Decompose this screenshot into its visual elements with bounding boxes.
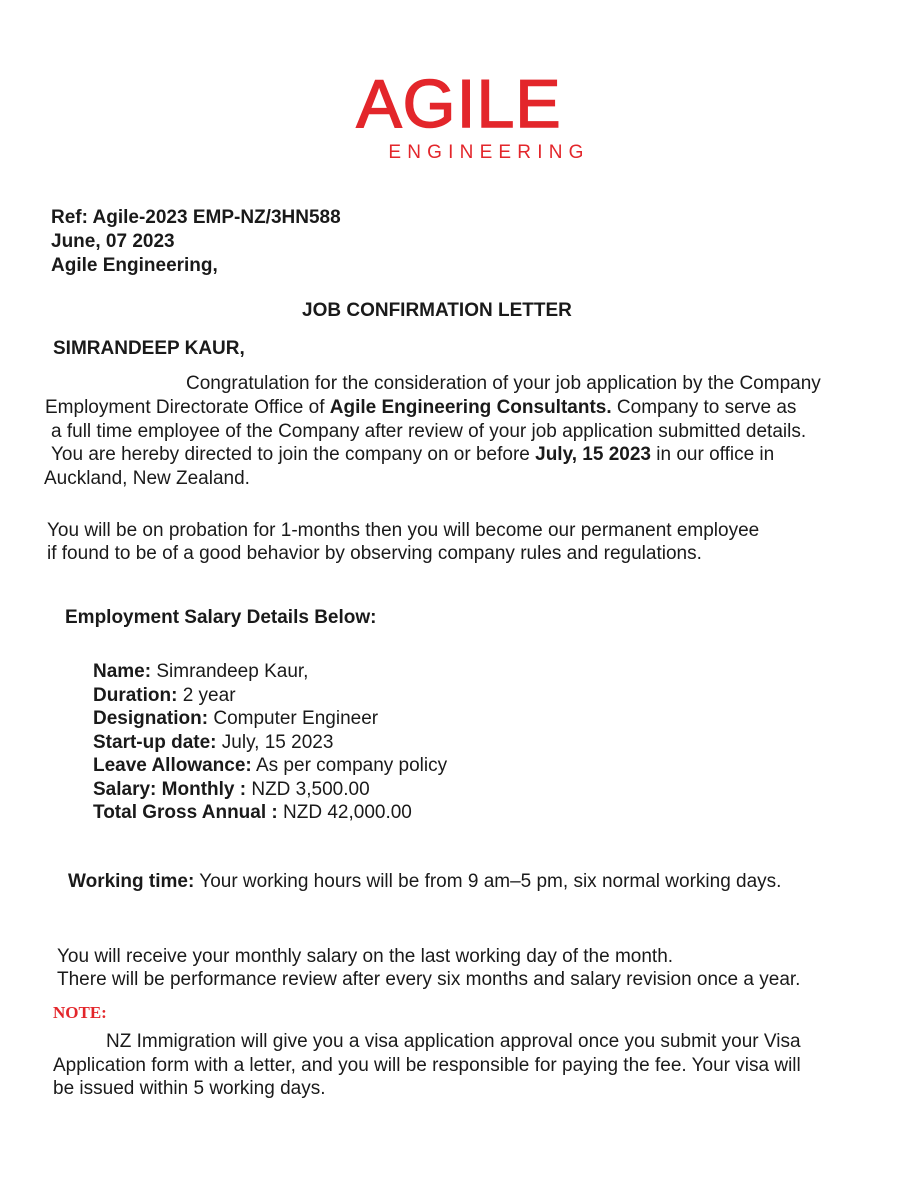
company-name: Agile Engineering,	[51, 255, 218, 276]
letter-title: JOB CONFIRMATION LETTER	[302, 300, 572, 321]
salary-heading: Employment Salary Details Below:	[65, 607, 377, 628]
detail-label: Duration:	[93, 685, 178, 706]
detail-label: Name:	[93, 661, 152, 682]
working-time	[68, 870, 781, 894]
recipient-name: SIMRANDEEP KAUR,	[53, 338, 245, 359]
note-label: NOTE:	[53, 1003, 107, 1022]
detail-label: Start-up date:	[93, 732, 217, 753]
detail-leave-allowance	[93, 754, 447, 778]
detail-annual-gross	[93, 801, 412, 825]
intro-line-2-post: Company to serve as	[611, 397, 797, 418]
working-time-value: Your working hours will be from 9 am–5 pm, six normal working days.	[194, 871, 782, 892]
probation-line-2: if found to be of a good behavior by observing company rules and regulations.	[47, 543, 702, 564]
intro-line-2-pre: Employment Directorate Office of	[45, 397, 330, 418]
logo-wordmark: AGILE	[356, 66, 562, 142]
working-time-label: Working time:	[68, 871, 195, 892]
detail-duration	[93, 684, 236, 708]
intro-line-5: Auckland, New Zealand.	[44, 468, 250, 489]
letter-date: June, 07 2023	[51, 231, 175, 252]
detail-start-date	[93, 731, 333, 755]
detail-label: Total Gross Annual :	[93, 802, 278, 823]
detail-monthly-salary	[93, 778, 370, 802]
intro-line-2	[45, 396, 796, 420]
detail-value: NZD 42,000.00	[277, 802, 412, 823]
detail-label: Designation:	[93, 708, 209, 729]
intro-line-1: Congratulation for the consideration of your job application by the Company	[186, 373, 821, 394]
detail-value: As per company policy	[251, 755, 448, 776]
detail-label: Salary: Monthly :	[93, 779, 247, 800]
company-logo	[0, 66, 918, 164]
detail-name	[93, 660, 308, 684]
detail-value: Computer Engineer	[208, 708, 379, 729]
intro-line-3: a full time employee of the Company after review of your job application submitted details.	[51, 421, 807, 442]
intro-line-4-post: in our office in	[650, 444, 775, 465]
detail-label: Leave Allowance:	[93, 755, 252, 776]
reference-number: Ref: Agile-2023 EMP-NZ/3HN588	[51, 207, 341, 228]
note-line-3: be issued within 5 working days.	[53, 1078, 326, 1099]
join-date: July, 15 2023	[535, 444, 651, 465]
probation-line-1: You will be on probation for 1-months then you will become our permanent employee	[47, 520, 760, 541]
detail-value: 2 year	[177, 685, 236, 706]
consultancy-name: Agile Engineering Consultants.	[329, 397, 612, 418]
intro-line-4	[51, 443, 774, 467]
note-line-1: NZ Immigration will give you a visa application approval once you submit your Visa	[106, 1031, 801, 1052]
detail-value: NZD 3,500.00	[246, 779, 370, 800]
intro-line-4-pre: You are hereby directed to join the company on or before	[51, 444, 536, 465]
logo-subtitle: ENGINEERING	[388, 142, 590, 163]
detail-value: Simrandeep Kaur,	[151, 661, 309, 682]
payment-line-1: You will receive your monthly salary on the last working day of the month.	[57, 946, 674, 967]
detail-designation	[93, 707, 378, 731]
detail-value: July, 15 2023	[216, 732, 334, 753]
payment-line-2: There will be performance review after every six months and salary revision once a year.	[57, 969, 801, 990]
note-line-2: Application form with a letter, and you will be responsible for paying the fee. Your visa will	[53, 1055, 801, 1076]
